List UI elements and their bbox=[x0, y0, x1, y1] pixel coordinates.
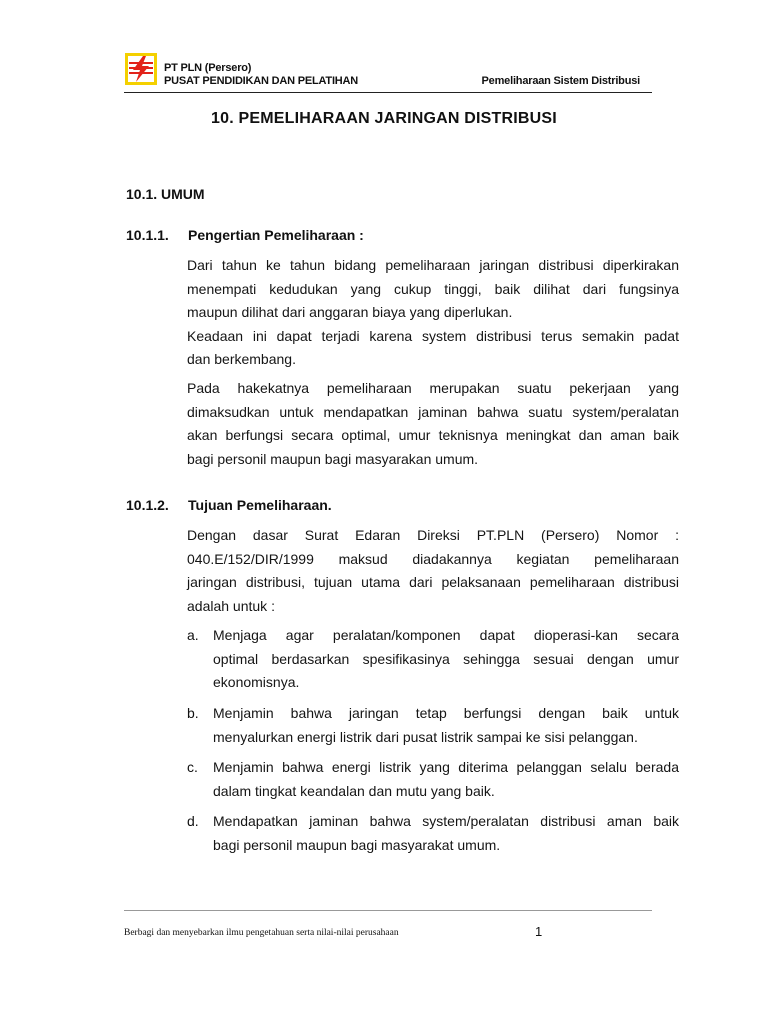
section-heading: 10.1. UMUM bbox=[126, 186, 205, 202]
text-line: optimal berdasarkan spesifikasinya sehingga sesuai dengan umur bbox=[213, 650, 679, 667]
document-subject: Pemeliharaan Sistem Distribusi bbox=[481, 75, 640, 87]
list-marker: c. bbox=[187, 759, 198, 775]
list-item bbox=[213, 756, 679, 803]
text-line: Pada hakekatnya pemeliharaan merupakan suatu pekerjaan yang bbox=[187, 380, 679, 396]
text-line: Menjaga agar peralatan/komponen dapat dioperasi-kan secara bbox=[213, 627, 679, 643]
chapter-title: 10. PEMELIHARAAN JARINGAN DISTRIBUSI bbox=[211, 110, 557, 127]
subsection-number: 10.1.1. bbox=[126, 227, 169, 243]
subsection-title: Tujuan Pemeliharaan. bbox=[188, 497, 332, 513]
list-item bbox=[213, 624, 679, 695]
text-line: menempati kedudukan yang cukup tinggi, baik dilihat dari fungsinya bbox=[187, 280, 679, 297]
list-marker: a. bbox=[187, 627, 199, 643]
text-line: Dengan dasar Surat Edaran Direksi PT.PLN (Persero) Nomor : bbox=[187, 527, 679, 543]
text-line: dan berkembang. bbox=[187, 351, 296, 367]
text-line: jaringan distribusi, tujuan utama dari pelaksanaan pemeliharaan distribusi bbox=[187, 574, 679, 590]
text-line: Menjamin bahwa energi listrik yang diterima pelanggan selalu berada bbox=[213, 759, 679, 775]
page-header bbox=[124, 50, 652, 93]
text-line: Keadaan ini dapat terjadi karena system distribusi terus semakin padat bbox=[187, 327, 679, 344]
text-line: Dari tahun ke tahun bidang pemeliharaan jaringan distribusi diperkirakan bbox=[187, 257, 679, 273]
text-line: ekonomisnya. bbox=[213, 674, 300, 690]
text-line: maupun dilihat dari anggaran biaya yang diperlukan. bbox=[187, 304, 513, 320]
list-item bbox=[213, 810, 679, 857]
text-line: Mendapatkan jaminan bahwa system/peralatan distribusi aman baik bbox=[213, 813, 679, 829]
subsection-number: 10.1.2. bbox=[126, 497, 169, 513]
organization-unit: PUSAT PENDIDIKAN DAN PELATIHAN bbox=[164, 75, 359, 87]
text-line: adalah untuk : bbox=[187, 597, 275, 614]
pln-logo-icon bbox=[124, 52, 158, 86]
text-line: akan berfungsi secara optimal, umur teknisnya meningkat dan aman baik bbox=[187, 427, 679, 443]
organization-name: PT PLN (Persero) bbox=[164, 62, 252, 74]
list-marker: b. bbox=[187, 705, 199, 721]
list-marker: d. bbox=[187, 813, 199, 829]
paragraph bbox=[187, 377, 679, 471]
page-number: 1 bbox=[535, 924, 543, 939]
text-line: dalam tingkat keandalan dan mutu yang baik. bbox=[213, 782, 495, 799]
text-line: bagi personil maupun bagi masyarakan umum. bbox=[187, 450, 479, 467]
subsection-title: Pengertian Pemeliharaan : bbox=[188, 227, 364, 243]
list-item bbox=[213, 702, 679, 749]
footer-divider bbox=[124, 910, 652, 911]
text-line: 040.E/152/DIR/1999 maksud diadakannya kegiatan pemeliharaan bbox=[187, 550, 679, 567]
text-line: Menjamin bahwa jaringan tetap berfungsi dengan baik untuk bbox=[213, 705, 679, 721]
text-line: menyalurkan energi listrik dari pusat listrik sampai ke sisi pelanggan. bbox=[213, 728, 638, 745]
paragraph bbox=[187, 254, 679, 372]
text-line: bagi personil maupun bagi masyarakat umum. bbox=[213, 836, 501, 853]
paragraph bbox=[187, 524, 679, 618]
text-line: dimaksudkan untuk mendapatkan jaminan bahwa suatu system/peralatan bbox=[187, 403, 679, 420]
footer-tagline: Berbagi dan menyebarkan ilmu pengetahuan serta nilai-nilai perusahaan bbox=[124, 928, 399, 938]
